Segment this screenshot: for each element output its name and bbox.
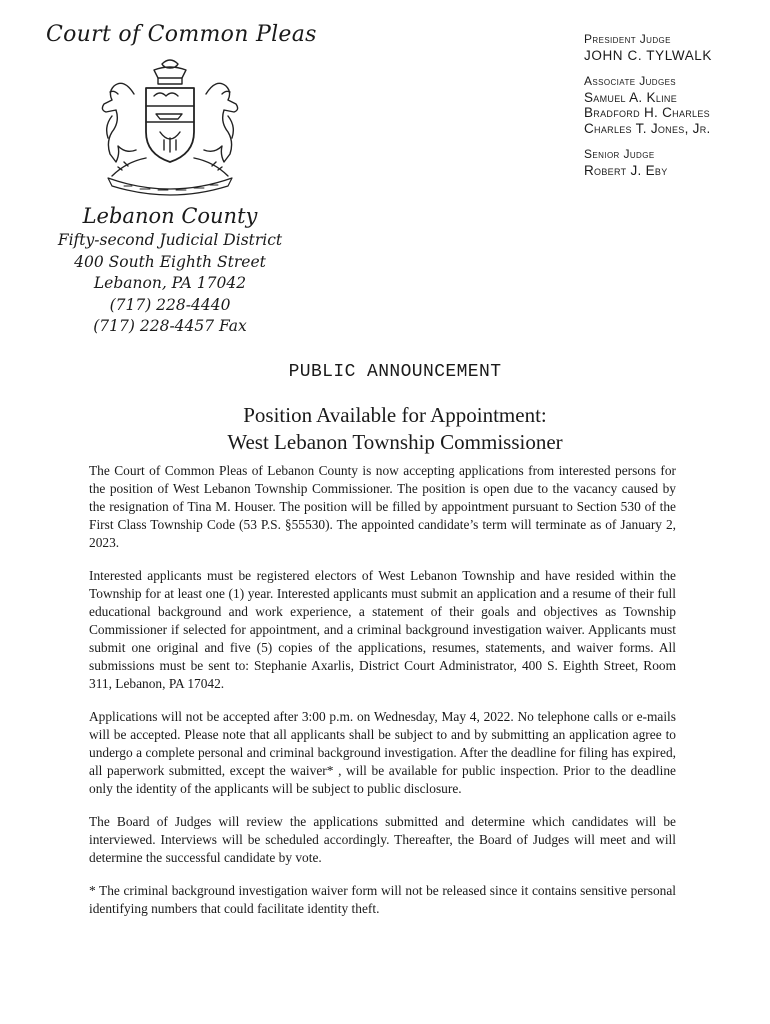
- position-title: [0, 402, 770, 456]
- county-name: Lebanon County: [82, 204, 258, 228]
- pennsylvania-coat-of-arms-icon: [84, 54, 256, 198]
- position-title-line-2: West Lebanon Township Commissioner: [227, 430, 563, 454]
- fax-number: (717) 228-4457 Fax: [93, 317, 247, 335]
- court-address-block: [20, 204, 320, 338]
- senior-judge-name: Robert J. Eby: [584, 162, 668, 178]
- associate-judge-name: Charles T. Jones, Jr.: [584, 120, 711, 136]
- president-judge-name: JOHN C. TYLWALK: [584, 47, 713, 63]
- paragraph-requirements: Interested applicants must be registered electors of West Lebanon Township and have resided within the Township for at least one (1) year. Interested applicants must submit an application and a resume of their full educational background and work experience, a statement of their goals and objectives as Township Commissioner if selected for appointment, and a criminal background investigation waiver. Applicants must submit one original and five (5) copies of the applications, resumes, statements, and waiver forms. All submissions must be sent to: Stephanie Axarlis, District Court Administrator, 400 S. Eighth Street, Room 311, Lebanon, PA 17042.: [89, 568, 676, 691]
- court-name: Court of Common Pleas: [46, 22, 317, 47]
- paragraph-review: The Board of Judges will review the applications submitted and determine which candidates will be interviewed. Interviews will be scheduled accordingly. Thereafter, the Board of Judges will meet and will determine the successful candidate by vote.: [89, 814, 676, 865]
- judges-list: [584, 32, 764, 178]
- phone-number: (717) 228-4440: [109, 295, 231, 314]
- president-judge-heading: President Judge: [584, 32, 671, 46]
- paragraph-deadline: Applications will not be accepted after 3:00 p.m. on Wednesday, May 4, 2022. No telephone calls or e-mails will be accepted. Please note that all applicants shall be subject to and by submitting an application agree to undergo a complete personal and criminal background investigation. After the deadline for filing has expired, all paperwork submitted, except the waiver* , will be available for public inspection. Prior to the deadline only the identity of the applicants will be subject to public disclosure.: [89, 709, 676, 796]
- street-address: 400 South Eighth Street: [74, 252, 266, 271]
- public-announcement-heading: PUBLIC ANNOUNCEMENT: [288, 362, 502, 382]
- judicial-district: Fifty-second Judicial District: [57, 231, 283, 249]
- city-state-zip: Lebanon, PA 17042: [93, 274, 247, 292]
- position-title-line-1: Position Available for Appointment:: [243, 403, 547, 427]
- paragraph-waiver-note: * The criminal background investigation waiver form will not be released since it contains sensitive personal identifying numbers that could facilitate identity theft.: [89, 883, 676, 916]
- associate-judge-name: Bradford H. Charles: [584, 105, 710, 120]
- paragraph-vacancy: The Court of Common Pleas of Lebanon County is now accepting applications from interested persons for the position of West Lebanon Township Commissioner. The position is open due to the vacancy caused by the resignation of Tina M. Houser. The position will be filled by appointment pursuant to Section 530 of the First Class Township Code (53 P.S. §55530). The appointed candidate’s term will terminate as of January 2, 2023.: [89, 463, 676, 550]
- announcement-body: [89, 462, 676, 933]
- senior-judge-heading: Senior Judge: [584, 147, 655, 161]
- associate-judges-heading: Associate Judges: [584, 74, 677, 88]
- associate-judge-name: Samuel A. Kline: [584, 89, 678, 105]
